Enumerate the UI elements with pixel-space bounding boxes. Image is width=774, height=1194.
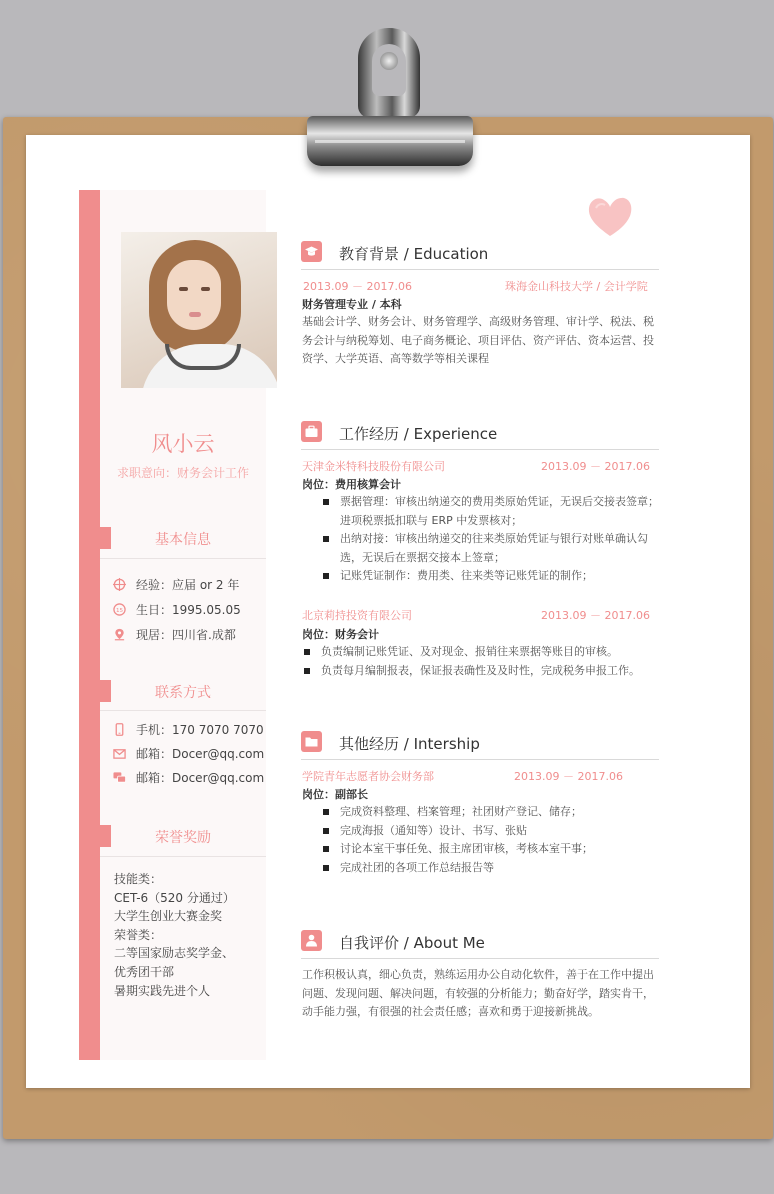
portrait-photo bbox=[121, 232, 277, 388]
contact-heading: 联系方式 bbox=[155, 685, 211, 701]
user-icon bbox=[304, 933, 319, 948]
intership-org: 学院青年志愿者协会财务部 bbox=[302, 770, 434, 783]
honors-line: 暑期实践先进个人 bbox=[114, 983, 211, 998]
intership-role: 岗位：副部长 bbox=[302, 788, 368, 801]
list-item: 讨论本室干事任免、报主席团审核，考核本室干事； bbox=[322, 840, 664, 859]
briefcase-icon bbox=[304, 424, 319, 439]
honors-list bbox=[114, 870, 235, 1000]
honors-line: CET-6（520 分通过） bbox=[114, 890, 235, 905]
experience-title: 工作经历 / Experience bbox=[339, 425, 498, 443]
info-phone: 手机：170 7070 7070 bbox=[113, 721, 264, 738]
job-duties bbox=[322, 493, 664, 586]
honors-line: 优秀团干部 bbox=[114, 964, 175, 979]
folder-icon bbox=[304, 734, 319, 749]
education-date: 2013.09 － 2017.06 bbox=[303, 280, 412, 293]
honors-line: 荣誉类： bbox=[114, 927, 163, 942]
job-duties bbox=[303, 643, 663, 680]
list-item: 负责每月编制报表，保证报表确性及及时性，完成税务申报工作。 bbox=[303, 662, 663, 681]
info-experience: 经验：应届 or 2 年 bbox=[113, 576, 239, 593]
job-company: 北京莉持投资有限公司 bbox=[302, 609, 412, 622]
list-item: 负责编制记账凭证、及对现金、报销往来票据等账目的审核。 bbox=[303, 643, 663, 662]
education-section-icon bbox=[301, 241, 322, 262]
job-date: 2013.09 － 2017.06 bbox=[541, 609, 650, 622]
graduation-cap-icon bbox=[304, 244, 319, 259]
intership-date: 2013.09 － 2017.06 bbox=[514, 770, 623, 783]
sidebar-accent-bar bbox=[79, 190, 100, 1060]
list-item: 完成资料整理、档案管理；社团财产登记、储存； bbox=[322, 803, 664, 822]
about-section-icon bbox=[301, 930, 322, 951]
heart-icon bbox=[586, 194, 634, 238]
honors-line: 技能类： bbox=[114, 872, 163, 886]
list-item: 记账凭证制作：费用类、往来类等记账凭证的制作； bbox=[322, 567, 664, 586]
list-item: 完成社团的各项工作总结报告等 bbox=[322, 859, 664, 878]
intership-title: 其他经历 / Intership bbox=[339, 735, 480, 753]
job-company: 天津金米特科技股份有限公司 bbox=[302, 460, 445, 473]
info-email-2: 邮箱：Docer@qq.com bbox=[113, 769, 264, 786]
basic-info-heading: 基本信息 bbox=[155, 532, 211, 548]
mail-icon bbox=[113, 747, 126, 760]
calendar-icon bbox=[113, 603, 126, 616]
chat-icon bbox=[113, 771, 126, 784]
honors-line: 二等国家励志奖学金、 bbox=[114, 946, 235, 961]
job-date: 2013.09 － 2017.06 bbox=[541, 460, 650, 473]
job-role: 岗位：财务会计 bbox=[302, 628, 379, 641]
location-pin-icon bbox=[113, 628, 126, 641]
honors-heading: 荣誉奖励 bbox=[155, 830, 211, 846]
education-courses: 基础会计学、财务会计、财务管理学、高级财务管理、审计学、税法、税务会计与纳税筹划、电子商务概论、项目评估、资产评估、资本运营、投资学、大学英语、高等数学等相关课程 bbox=[302, 315, 654, 365]
honors-line: 大学生创业大赛金奖 bbox=[114, 909, 223, 924]
about-text: 工作积极认真，细心负责，熟练运用办公自动化软件，善于在工作中提出问题、发现问题、解决问题，有较强的分析能力；勤奋好学，踏实肯干，动手能力强，有很强的社会责任感；喜欢和勇于迎接新挑战。 bbox=[302, 968, 654, 1018]
education-title: 教育背景 / Education bbox=[339, 245, 489, 263]
job-objective: 求职意向：财务会计工作 bbox=[116, 466, 249, 480]
info-email: 邮箱：Docer@qq.com bbox=[113, 745, 264, 762]
target-icon bbox=[113, 578, 126, 591]
experience-section-icon bbox=[301, 421, 322, 442]
phone-icon bbox=[113, 723, 126, 736]
intership-section-icon bbox=[301, 731, 322, 752]
svg-text:15: 15 bbox=[115, 607, 124, 614]
list-item: 完成海报（通知等）设计、书写、张贴 bbox=[322, 822, 664, 841]
list-item: 票据管理：审核出纳递交的费用类原始凭证，无误后交接表签章；进项税票抵扣联与 ERP 中发票核对； bbox=[322, 493, 664, 530]
education-degree: 财务管理专业 / 本科 bbox=[302, 298, 402, 311]
info-location: 现居：四川省.成都 bbox=[113, 626, 236, 643]
job-role: 岗位：费用核算会计 bbox=[302, 478, 401, 491]
candidate-name: 风小云 bbox=[151, 432, 215, 456]
about-title: 自我评价 / About Me bbox=[339, 934, 485, 952]
intership-duties bbox=[322, 803, 664, 877]
education-school: 珠海金山科技大学 / 会计学院 bbox=[505, 280, 648, 293]
list-item: 出纳对接：审核出纳递交的往来类原始凭证与银行对账单确认勾选，无误后在票据交接本上签章； bbox=[322, 530, 664, 567]
info-birthday: 15 生日：1995.05.05 bbox=[113, 601, 241, 618]
